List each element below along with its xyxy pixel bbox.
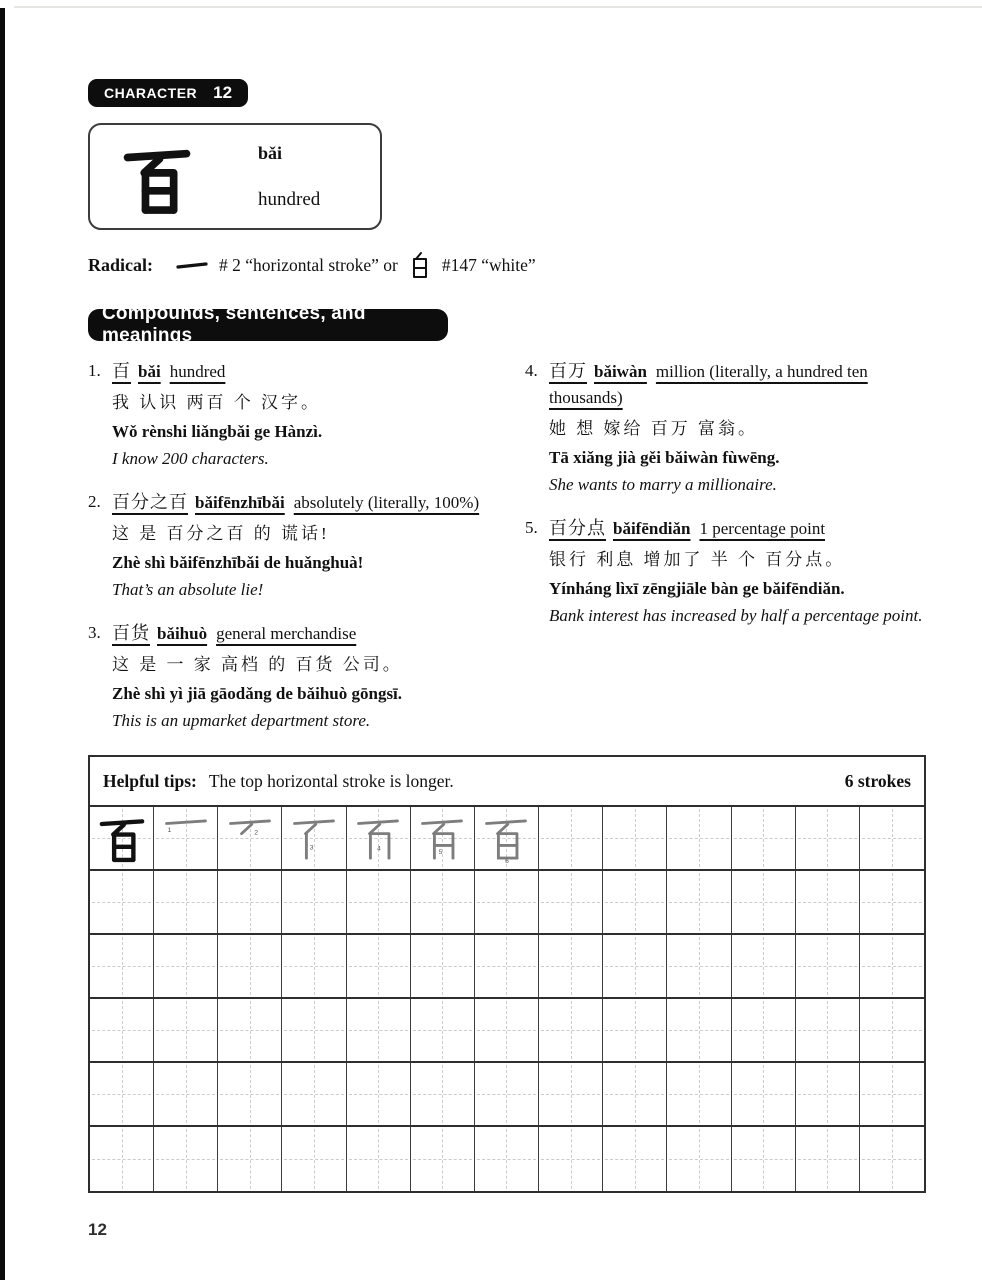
practice-cell bbox=[154, 935, 218, 999]
radical-label: Radical: bbox=[88, 254, 153, 275]
compound-gloss: absolutely (literally, 100%) bbox=[293, 493, 480, 512]
sentence-hanzi: 这 是 一 家 高档 的 百货 公司。 bbox=[112, 655, 403, 674]
practice-cell bbox=[796, 935, 860, 999]
practice-cell bbox=[732, 935, 796, 999]
compound-item bbox=[88, 620, 503, 734]
practice-cell bbox=[667, 999, 731, 1063]
practice-cell bbox=[475, 1063, 539, 1127]
svg-text:3: 3 bbox=[309, 844, 314, 852]
radical-line bbox=[88, 251, 536, 279]
sentence-hanzi: 银行 利息 增加了 半 个 百分点。 bbox=[549, 550, 846, 569]
practice-cell bbox=[90, 1127, 154, 1191]
sentence-english: Bank interest has increased by half a percentage point. bbox=[549, 606, 923, 625]
practice-cell bbox=[603, 1063, 667, 1127]
compound-pinyin: bǎihuò bbox=[157, 624, 208, 643]
practice-cell bbox=[796, 1127, 860, 1191]
section-title: Compounds, sentences, and meanings bbox=[102, 303, 366, 346]
practice-cell bbox=[218, 935, 282, 999]
practice-cell bbox=[860, 1063, 924, 1127]
compounds-column-right bbox=[525, 358, 928, 751]
compounds-list bbox=[88, 358, 928, 751]
stroke-order-cell-5 bbox=[411, 807, 475, 871]
sentence-pinyin: Yínháng lìxī zēngjiāle bàn ge bǎifēndiǎn. bbox=[549, 579, 845, 598]
practice-cell bbox=[218, 1063, 282, 1127]
practice-cell bbox=[154, 1063, 218, 1127]
svg-text:5: 5 bbox=[438, 848, 443, 856]
character-badge-number: 12 bbox=[213, 83, 233, 102]
practice-cell bbox=[796, 999, 860, 1063]
practice-cell bbox=[667, 1063, 731, 1127]
practice-cell bbox=[411, 935, 475, 999]
compound-gloss: general merchandise bbox=[216, 624, 357, 643]
compound-gloss: million (literally, a hundred ten thousands) bbox=[549, 362, 868, 407]
scan-top-line bbox=[14, 6, 982, 8]
practice-cell bbox=[347, 871, 411, 935]
practice-cell bbox=[90, 999, 154, 1063]
compound-headword-line bbox=[88, 620, 503, 647]
practice-cell bbox=[90, 935, 154, 999]
sentence-english: That’s an absolute lie! bbox=[112, 580, 264, 599]
compound-pinyin: bǎifēnzhībǎi bbox=[195, 493, 285, 512]
practice-cell bbox=[667, 935, 731, 999]
practice-cell bbox=[860, 935, 924, 999]
compound-hanzi: 百分点 bbox=[549, 518, 606, 538]
practice-cell bbox=[539, 1063, 603, 1127]
helpful-tips-text: The top horizontal stroke is longer. bbox=[208, 770, 454, 791]
sentence-english: This is an upmarket department store. bbox=[112, 711, 371, 730]
radical-glyph-heng bbox=[175, 257, 209, 273]
practice-cell bbox=[667, 1127, 731, 1191]
practice-cell bbox=[603, 999, 667, 1063]
practice-cell bbox=[860, 807, 924, 871]
sentence-pinyin: Tā xiǎng jià gěi bǎiwàn fùwēng. bbox=[549, 448, 780, 467]
compound-headline bbox=[112, 620, 356, 647]
practice-cell bbox=[347, 935, 411, 999]
practice-cell bbox=[282, 999, 346, 1063]
compound-headline bbox=[549, 358, 928, 411]
compounds-column-left bbox=[88, 358, 503, 751]
sentence-hanzi: 这 是 百分之百 的 谎话! bbox=[112, 524, 330, 543]
section-header bbox=[88, 303, 448, 346]
compound-hanzi: 百货 bbox=[112, 623, 150, 643]
stroke-order-cell-4 bbox=[347, 807, 411, 871]
practice-cell bbox=[732, 1127, 796, 1191]
practice-cell bbox=[475, 935, 539, 999]
compound-headword-line bbox=[525, 358, 928, 411]
page-number: 12 bbox=[88, 1220, 107, 1239]
practice-cell bbox=[218, 871, 282, 935]
practice-cell bbox=[282, 935, 346, 999]
practice-cell bbox=[860, 1127, 924, 1191]
compound-number: 5. bbox=[525, 518, 538, 537]
practice-cell bbox=[796, 807, 860, 871]
hanzi-glyph bbox=[116, 137, 198, 224]
sentence-hanzi: 我 认识 两百 个 汉字。 bbox=[112, 393, 321, 412]
practice-cell bbox=[154, 1127, 218, 1191]
practice-cell bbox=[90, 1063, 154, 1127]
sentence-pinyin: Zhè shì bǎifēnzhībǎi de huǎnghuà! bbox=[112, 553, 364, 572]
practice-cell bbox=[539, 1127, 603, 1191]
practice-cell bbox=[732, 807, 796, 871]
practice-cell bbox=[347, 1063, 411, 1127]
compound-pinyin: bǎi bbox=[138, 362, 161, 381]
sentence-pinyin: Wǒ rènshi liǎngbǎi ge Hànzì. bbox=[112, 422, 323, 441]
compound-headword-line bbox=[88, 489, 503, 516]
practice-cell bbox=[603, 807, 667, 871]
compound-headline bbox=[549, 515, 825, 542]
sentence-english: She wants to marry a millionaire. bbox=[549, 475, 777, 494]
sentence-english: I know 200 characters. bbox=[112, 449, 269, 468]
stroke-count-label: 6 strokes bbox=[844, 770, 911, 791]
practice-cell bbox=[154, 999, 218, 1063]
practice-cell bbox=[603, 935, 667, 999]
compound-pinyin: bǎiwàn bbox=[594, 362, 647, 381]
practice-cell bbox=[603, 1127, 667, 1191]
stroke-order-cell-3 bbox=[282, 807, 346, 871]
practice-cell bbox=[475, 871, 539, 935]
practice-box bbox=[88, 755, 926, 1193]
practice-cell bbox=[667, 807, 731, 871]
practice-cell bbox=[539, 999, 603, 1063]
stroke-order-cell-6 bbox=[475, 807, 539, 871]
radical-text-2: #147 “white” bbox=[441, 254, 536, 275]
practice-cell bbox=[860, 871, 924, 935]
helpful-tips-row bbox=[90, 757, 924, 807]
character-pinyin: bǎi bbox=[258, 143, 283, 163]
practice-cell bbox=[282, 871, 346, 935]
model-character-cell bbox=[90, 807, 154, 871]
radical-glyph-bai bbox=[408, 251, 432, 279]
compound-headword-line bbox=[525, 515, 928, 542]
compound-number: 4. bbox=[525, 361, 538, 380]
sentence-pinyin: Zhè shì yì jiā gāodǎng de bǎihuò gōngsī. bbox=[112, 684, 403, 703]
practice-cell bbox=[475, 1127, 539, 1191]
helpful-tips-label: Helpful tips: bbox=[103, 770, 197, 791]
compound-item bbox=[88, 489, 503, 603]
compound-number: 3. bbox=[88, 623, 101, 642]
scan-left-edge bbox=[0, 8, 5, 1280]
svg-text:2: 2 bbox=[254, 829, 258, 837]
compound-pinyin: bǎifēndiǎn bbox=[613, 519, 691, 538]
compound-gloss: 1 percentage point bbox=[699, 519, 826, 538]
practice-cell bbox=[732, 1063, 796, 1127]
compound-hanzi: 百分之百 bbox=[112, 492, 188, 512]
compound-number: 2. bbox=[88, 492, 101, 511]
practice-cell bbox=[218, 1127, 282, 1191]
practice-cell bbox=[154, 871, 218, 935]
compound-item bbox=[525, 515, 928, 629]
compound-hanzi: 百 bbox=[112, 361, 131, 381]
compound-headline bbox=[112, 358, 225, 385]
character-badge bbox=[88, 79, 248, 107]
character-meaning: hundred bbox=[258, 189, 321, 210]
compound-hanzi: 百万 bbox=[549, 361, 587, 381]
stroke-order-cell-1 bbox=[154, 807, 218, 871]
practice-cell bbox=[603, 871, 667, 935]
practice-grid bbox=[90, 807, 924, 1191]
compound-number: 1. bbox=[88, 361, 101, 380]
practice-cell bbox=[347, 999, 411, 1063]
compound-item bbox=[88, 358, 503, 472]
svg-text:1: 1 bbox=[167, 826, 171, 834]
compound-gloss: hundred bbox=[169, 362, 226, 381]
practice-cell bbox=[860, 999, 924, 1063]
practice-cell bbox=[282, 1127, 346, 1191]
practice-cell bbox=[796, 871, 860, 935]
character-box bbox=[88, 123, 382, 230]
svg-text:6: 6 bbox=[505, 858, 510, 864]
practice-cell bbox=[282, 1063, 346, 1127]
practice-cell bbox=[411, 999, 475, 1063]
practice-cell bbox=[411, 1127, 475, 1191]
practice-cell bbox=[218, 999, 282, 1063]
stroke-order-cell-2 bbox=[218, 807, 282, 871]
practice-cell bbox=[732, 999, 796, 1063]
radical-text-1: # 2 “horizontal stroke” or bbox=[219, 254, 398, 275]
practice-cell bbox=[411, 1063, 475, 1127]
practice-cell bbox=[732, 871, 796, 935]
practice-cell bbox=[90, 871, 154, 935]
character-badge-label: CHARACTER bbox=[104, 85, 198, 101]
practice-cell bbox=[796, 1063, 860, 1127]
compound-headword-line bbox=[88, 358, 503, 385]
practice-cell bbox=[475, 999, 539, 1063]
practice-cell bbox=[667, 871, 731, 935]
practice-cell bbox=[539, 935, 603, 999]
practice-cell bbox=[411, 871, 475, 935]
compound-item bbox=[525, 358, 928, 498]
sentence-hanzi: 她 想 嫁给 百万 富翁。 bbox=[549, 419, 758, 438]
svg-text:4: 4 bbox=[377, 845, 382, 853]
practice-cell bbox=[539, 871, 603, 935]
practice-cell bbox=[347, 1127, 411, 1191]
compound-headline bbox=[112, 489, 479, 516]
practice-cell bbox=[539, 807, 603, 871]
